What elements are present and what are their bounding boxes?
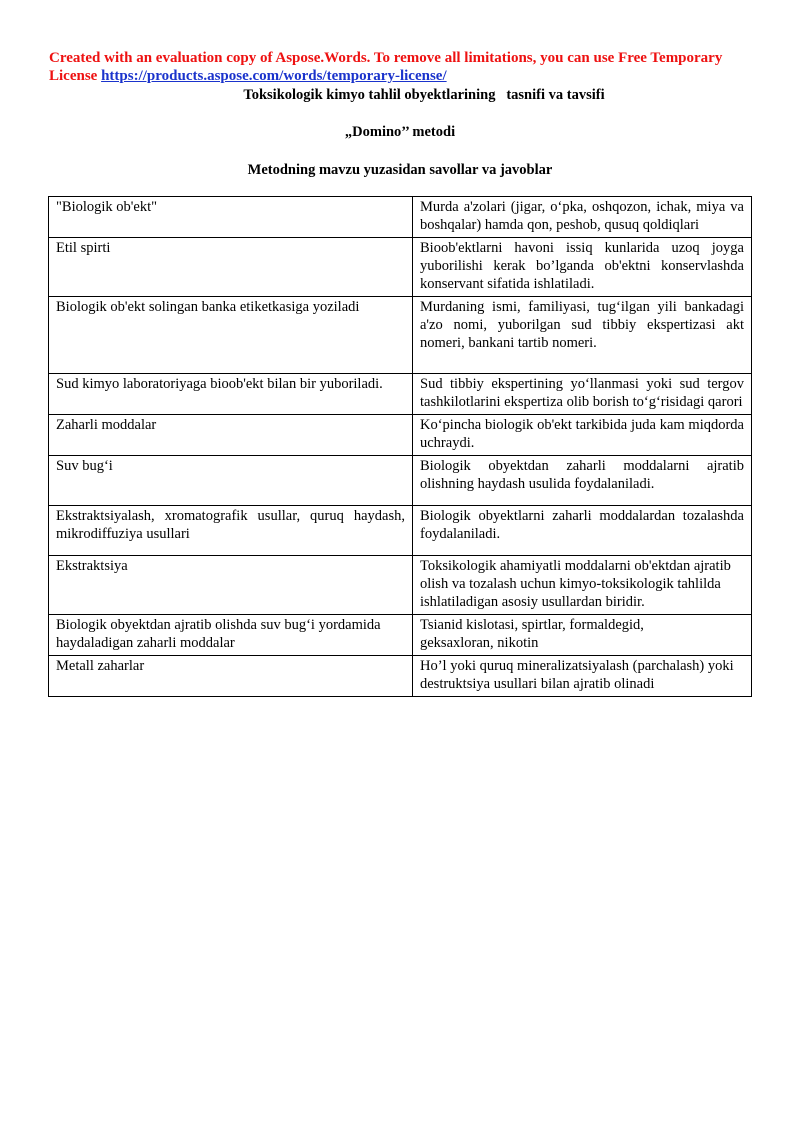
table-cell-term: Sud kimyo laboratoriyaga bioob'ekt bilan bir yuboriladi.	[49, 374, 413, 415]
table-cell-term: Ekstraktsiya	[49, 556, 413, 615]
table-cell-term: Biologik ob'ekt solingan banka etiketkasiga yoziladi	[49, 297, 413, 374]
qa-table	[48, 196, 752, 697]
table-cell-definition: Murda a'zolari (jigar, o‘pka, oshqozon, ichak, miya va boshqalar) hamda qon, peshob, qusuq qoldiqlari	[413, 197, 752, 238]
table-cell-term: Etil spirti	[49, 238, 413, 297]
table-cell-term: Metall zaharlar	[49, 656, 413, 697]
table-row	[49, 615, 752, 656]
evaluation-notice	[49, 49, 749, 85]
table-row	[49, 456, 752, 506]
table-cell-term: Suv bug‘i	[49, 456, 413, 506]
table-row	[49, 197, 752, 238]
table-cell-definition: Tsianid kislotasi, spirtlar, formaldegid, geksaxloran, nikotin	[413, 615, 752, 656]
table-row	[49, 656, 752, 697]
section-subtitle: Metodning mavzu yuzasidan savollar va javoblar	[247, 162, 553, 178]
table-cell-definition: Ho’l yoki quruq mineralizatsiyalash (parchalash) yoki destruktsiya usullari bilan ajratib olinadi	[413, 656, 752, 697]
table-cell-term: Zaharli moddalar	[49, 415, 413, 456]
table-row	[49, 374, 752, 415]
method-title: „Domino’’ metodi	[344, 124, 456, 140]
table-row	[49, 556, 752, 615]
table-cell-definition: Sud tibbiy ekspertining yo‘llanmasi yoki sud tergov tashkilotlarini ekspertiza olib borish to‘g‘risidagi qarori	[413, 374, 752, 415]
table-cell-definition: Toksikologik ahamiyatli moddalarni ob'ektdan ajratib olish va tozalash uchun kimyo-toksikologik tahlilda ishlatiladigan asosiy usullardan biridir.	[413, 556, 752, 615]
table-row	[49, 506, 752, 556]
table-row	[49, 297, 752, 374]
table-cell-definition: Biologik obyektdan zaharli moddalarni ajratib olishning haydash usulida foydalaniladi.	[413, 456, 752, 506]
document-title: Toksikologik kimyo tahlil obyektlarining tasnifi va tavsifi	[243, 87, 605, 103]
table-row	[49, 238, 752, 297]
table-cell-term: Biologik obyektdan ajratib olishda suv bug‘i yordamida haydaladigan zaharli moddalar	[49, 615, 413, 656]
table-cell-definition: Murdaning ismi, familiyasi, tug‘ilgan yili bankadagi a'zo nomi, yuborilgan sud tibbiy ekspertizasi akt nomeri, bankani tartib nomeri.	[413, 297, 752, 374]
table-row	[49, 415, 752, 456]
temporary-license-link[interactable]: https://products.aspose.com/words/temporary-license/	[101, 68, 447, 84]
table-cell-definition: Ko‘pincha biologik ob'ekt tarkibida juda kam miqdorda uchraydi.	[413, 415, 752, 456]
table-cell-definition: Biologik obyektlarni zaharli moddalardan tozalashda foydalaniladi.	[413, 506, 752, 556]
table-cell-definition: Bioob'ektlarni havoni issiq kunlarida uzoq joyga yuborilishi kerak bo’lganda ob'ektni konservlashda konservant sifatida ishlatiladi.	[413, 238, 752, 297]
table-cell-term: "Biologik ob'ekt"	[49, 197, 413, 238]
evaluation-notice-text: Created with an evaluation copy of Aspose.Words. To remove all limitations, you can use Free Temporary License	[49, 50, 723, 84]
table-cell-term: Ekstraktsiyalash, xromatografik usullar, quruq haydash, mikrodiffuziya usullari	[49, 506, 413, 556]
